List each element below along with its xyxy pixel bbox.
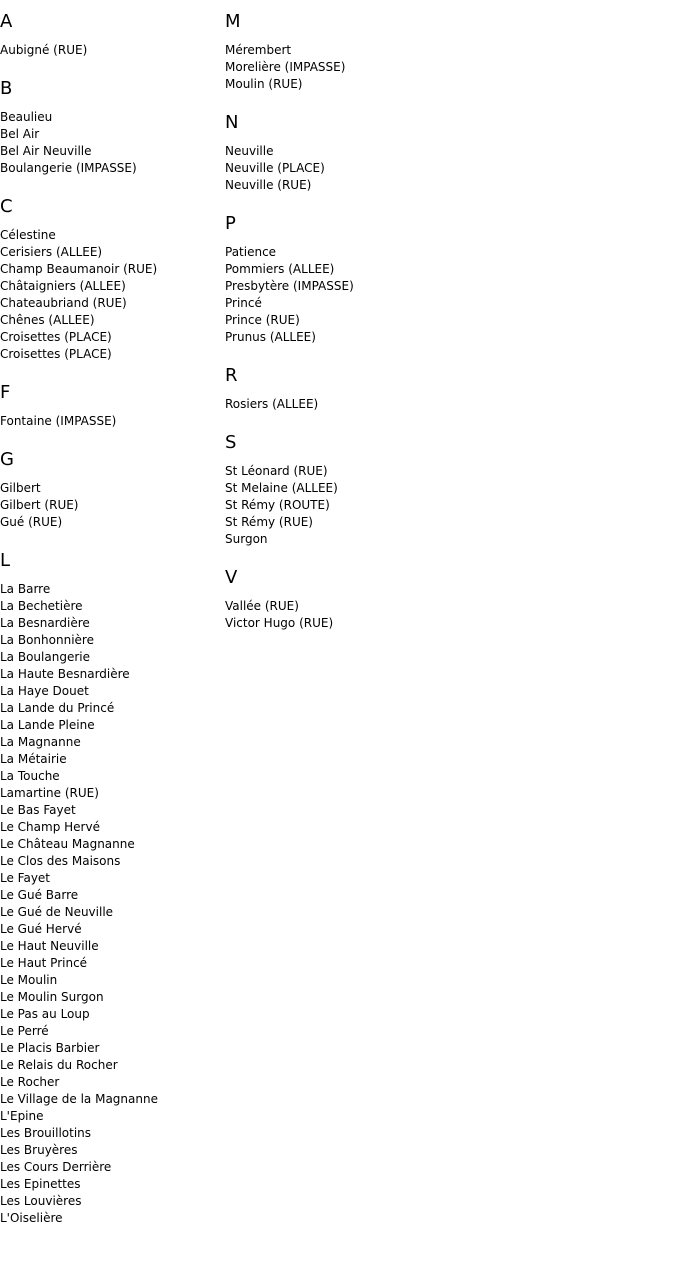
section-letter-heading: N (225, 112, 239, 133)
street-link-victor-hugo-rue[interactable]: Victor Hugo (RUE) (225, 616, 334, 630)
letter-group-v (225, 568, 525, 632)
street-link-la-boulangerie[interactable]: La Boulangerie (0, 650, 90, 664)
street-link-neuville[interactable]: Neuville (225, 144, 274, 158)
street-link-les-brouillotins[interactable]: Les Brouillotins (0, 1126, 92, 1140)
section-letter-heading: S (225, 432, 237, 453)
street-link-le-haut-neuville[interactable]: Le Haut Neuville (0, 939, 99, 953)
street-link-chenes-allee[interactable]: Chênes (ALLEE) (0, 313, 95, 327)
letter-group-b (0, 79, 220, 177)
street-link-st-remy-route[interactable]: St Rémy (ROUTE) (225, 498, 330, 512)
section-letter-heading: P (225, 213, 236, 234)
street-link-le-village-de-la-magnanne[interactable]: Le Village de la Magnanne (0, 1092, 158, 1106)
street-link-la-bonhonniere[interactable]: La Bonhonnière (0, 633, 94, 647)
street-link-la-besnardiere[interactable]: La Besnardière (0, 616, 90, 630)
street-link-bel-air[interactable]: Bel Air (0, 127, 40, 141)
street-link-bel-air-neuville[interactable]: Bel Air Neuville (0, 144, 92, 158)
street-link-le-bas-fayet[interactable]: Le Bas Fayet (0, 803, 76, 817)
letter-group-l (0, 551, 220, 1227)
street-link-la-bechetiere[interactable]: La Bechetière (0, 599, 83, 613)
street-link-surgon[interactable]: Surgon (225, 532, 268, 546)
street-link-les-epinettes[interactable]: Les Epinettes (0, 1177, 81, 1191)
street-link-le-placis-barbier[interactable]: Le Placis Barbier (0, 1041, 100, 1055)
street-index-right-column (225, 12, 525, 652)
street-link-la-haute-besnardiere[interactable]: La Haute Besnardière (0, 667, 130, 681)
street-link-la-lande-pleine[interactable]: La Lande Pleine (0, 718, 95, 732)
letter-group-s (225, 433, 525, 548)
street-link-beaulieu[interactable]: Beaulieu (0, 110, 53, 124)
street-link-prince[interactable]: Princé (225, 296, 262, 310)
street-link-la-barre[interactable]: La Barre (0, 582, 51, 596)
street-link-prunus-allee[interactable]: Prunus (ALLEE) (225, 330, 316, 344)
street-link-le-chateau-magnanne[interactable]: Le Château Magnanne (0, 837, 135, 851)
street-link-le-haut-prince[interactable]: Le Haut Princé (0, 956, 88, 970)
street-link-neuville-place[interactable]: Neuville (PLACE) (225, 161, 325, 175)
street-link-gilbert-rue[interactable]: Gilbert (RUE) (0, 498, 79, 512)
street-link-champ-beaumanoir-rue[interactable]: Champ Beaumanoir (RUE) (0, 262, 158, 276)
street-link-chateaubriand-rue[interactable]: Chateaubriand (RUE) (0, 296, 127, 310)
section-letter-heading: C (0, 196, 13, 217)
letter-group-c (0, 197, 220, 363)
street-link-le-gue-barre[interactable]: Le Gué Barre (0, 888, 79, 902)
street-link-patience[interactable]: Patience (225, 245, 277, 259)
letter-group-r (225, 366, 525, 413)
section-letter-heading: G (0, 449, 14, 470)
street-link-moulin-rue[interactable]: Moulin (RUE) (225, 77, 303, 91)
street-link-chataigniers-allee[interactable]: Châtaigniers (ALLEE) (0, 279, 126, 293)
street-link-celestine[interactable]: Célestine (0, 228, 56, 242)
letter-group-n (225, 113, 525, 194)
street-link-croisettes-place[interactable]: Croisettes (PLACE) (0, 347, 112, 361)
street-link-le-clos-des-maisons[interactable]: Le Clos des Maisons (0, 854, 121, 868)
street-link-gilbert[interactable]: Gilbert (0, 481, 41, 495)
letter-group-f (0, 383, 220, 430)
letter-group-g (0, 450, 220, 531)
section-letter-heading: A (0, 11, 13, 32)
street-link-la-lande-du-prince[interactable]: La Lande du Princé (0, 701, 115, 715)
street-link-la-touche[interactable]: La Touche (0, 769, 60, 783)
street-link-croisettes-place[interactable]: Croisettes (PLACE) (0, 330, 112, 344)
street-link-presbytere-impasse[interactable]: Presbytère (IMPASSE) (225, 279, 354, 293)
street-index-left-column (0, 12, 220, 1247)
street-link-les-louvieres[interactable]: Les Louvières (0, 1194, 82, 1208)
section-letter-heading: B (0, 78, 13, 99)
street-link-l-epine[interactable]: L'Epine (0, 1109, 44, 1123)
street-link-les-bruyeres[interactable]: Les Bruyères (0, 1143, 78, 1157)
street-link-rosiers-allee[interactable]: Rosiers (ALLEE) (225, 397, 319, 411)
letter-group-a (0, 12, 220, 59)
street-link-la-haye-douet[interactable]: La Haye Douet (0, 684, 89, 698)
street-link-la-magnanne[interactable]: La Magnanne (0, 735, 81, 749)
street-link-le-moulin[interactable]: Le Moulin (0, 973, 58, 987)
section-letter-heading: F (0, 382, 11, 403)
section-letter-heading: V (225, 567, 238, 588)
street-link-lamartine-rue[interactable]: Lamartine (RUE) (0, 786, 99, 800)
street-link-cerisiers-allee[interactable]: Cerisiers (ALLEE) (0, 245, 103, 259)
street-link-vallee-rue[interactable]: Vallée (RUE) (225, 599, 299, 613)
street-link-gue-rue[interactable]: Gué (RUE) (0, 515, 63, 529)
street-link-fontaine-impasse[interactable]: Fontaine (IMPASSE) (0, 414, 117, 428)
street-link-le-pas-au-loup[interactable]: Le Pas au Loup (0, 1007, 90, 1021)
street-link-st-remy-rue[interactable]: St Rémy (RUE) (225, 515, 313, 529)
street-link-st-leonard-rue[interactable]: St Léonard (RUE) (225, 464, 328, 478)
letter-group-p (225, 214, 525, 346)
street-link-aubigne-rue[interactable]: Aubigné (RUE) (0, 43, 88, 57)
street-link-le-fayet[interactable]: Le Fayet (0, 871, 51, 885)
street-link-le-gue-herve[interactable]: Le Gué Hervé (0, 922, 82, 936)
section-letter-heading: R (225, 365, 238, 386)
street-link-la-metairie[interactable]: La Métairie (0, 752, 67, 766)
letter-group-m (225, 12, 525, 93)
section-letter-heading: M (225, 11, 241, 32)
street-link-le-perre[interactable]: Le Perré (0, 1024, 49, 1038)
section-letter-heading: L (0, 550, 11, 571)
street-link-le-champ-herve[interactable]: Le Champ Hervé (0, 820, 100, 834)
street-link-le-rocher[interactable]: Le Rocher (0, 1075, 60, 1089)
street-link-boulangerie-impasse[interactable]: Boulangerie (IMPASSE) (0, 161, 137, 175)
street-link-merembert[interactable]: Mérembert (225, 43, 292, 57)
street-link-le-moulin-surgon[interactable]: Le Moulin Surgon (0, 990, 104, 1004)
street-link-les-cours-derriere[interactable]: Les Cours Derrière (0, 1160, 112, 1174)
street-link-neuville-rue[interactable]: Neuville (RUE) (225, 178, 312, 192)
street-link-moreliere-impasse[interactable]: Morelière (IMPASSE) (225, 60, 346, 74)
street-link-l-oiseliere[interactable]: L'Oiselière (0, 1211, 63, 1225)
street-link-le-gue-de-neuville[interactable]: Le Gué de Neuville (0, 905, 114, 919)
street-link-st-melaine-allee[interactable]: St Melaine (ALLEE) (225, 481, 338, 495)
street-link-pommiers-allee[interactable]: Pommiers (ALLEE) (225, 262, 335, 276)
street-link-le-relais-du-rocher[interactable]: Le Relais du Rocher (0, 1058, 118, 1072)
street-link-prince-rue[interactable]: Prince (RUE) (225, 313, 300, 327)
